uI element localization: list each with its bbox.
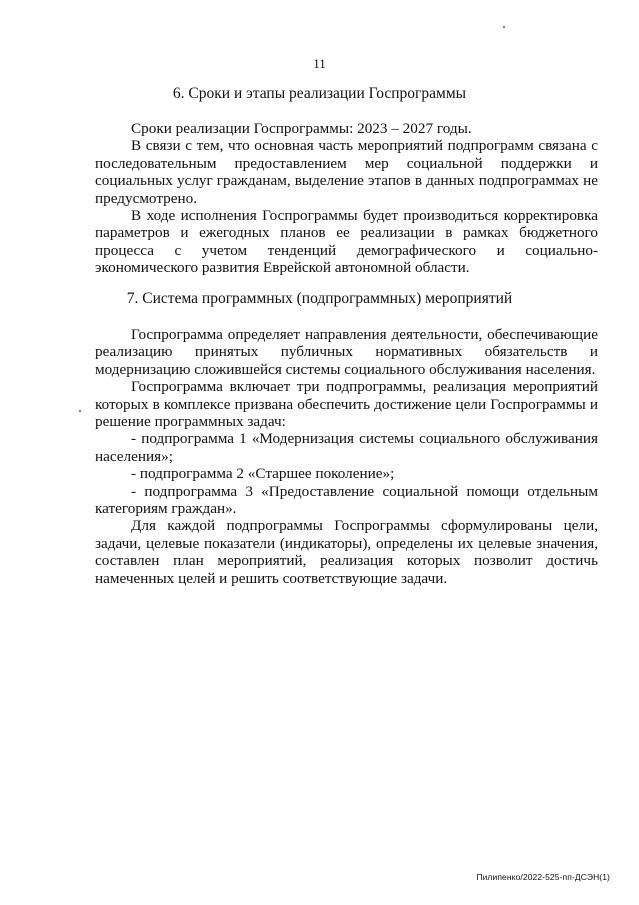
section-6-body	[95, 120, 598, 277]
list-item: - подпрограмма 1 «Модернизация системы социального обслуживания населения»;	[95, 430, 598, 465]
paragraph: В связи с тем, что основная часть мероприятий подпрограмм связана с последовательным предоставлением мер социальной поддержки и социальных услуг гражданам, выделение этапов в данных подпрограммах не предусмотрено.	[95, 137, 598, 207]
scan-speck	[79, 410, 81, 412]
scan-speck	[503, 26, 505, 28]
paragraph: Сроки реализации Госпрограммы: 2023 – 2027 годы.	[131, 120, 472, 137]
paragraph: Госпрограмма включает три подпрограммы, реализация мероприятий которых в комплексе призвана обеспечить достижение цели Госпрограммы и решение программных задач:	[95, 378, 598, 431]
section-6-title: 6. Сроки и этапы реализации Госпрограммы	[172, 85, 467, 102]
document-code: Пилипенко/2022-525-пп-ДСЭН(1)	[476, 872, 610, 882]
paragraph: Госпрограмма определяет направления деятельности, обеспечивающие реализацию принятых публичных нормативных обязательств и модернизацию сложившейся системы социального обслуживания населения.	[95, 326, 598, 378]
section-7-body	[95, 326, 598, 587]
paragraph: Для каждой подпрограммы Госпрограммы сформулированы цели, задачи, целевые показатели (индикаторы), определены их целевые значения, составлен план мероприятий, реализация которых позволит достичь намеченных целей и решить соответствующие задачи.	[95, 517, 598, 587]
list-item: - подпрограмма 3 «Предоставление социальной помощи отдельным категориям граждан».	[95, 482, 598, 518]
paragraph: В ходе исполнения Госпрограммы будет производиться корректировка параметров и ежегодных планов ее реализации в рамках бюджетного процесса с учетом тенденций демографического и социально-экономического развития Еврейской автономной области.	[95, 207, 598, 277]
list-item: - подпрограмма 2 «Старшее поколение»;	[131, 465, 395, 483]
page-number: 11	[313, 56, 326, 71]
section-7-title: 7. Система программных (подпрограммных) мероприятий	[126, 290, 513, 307]
